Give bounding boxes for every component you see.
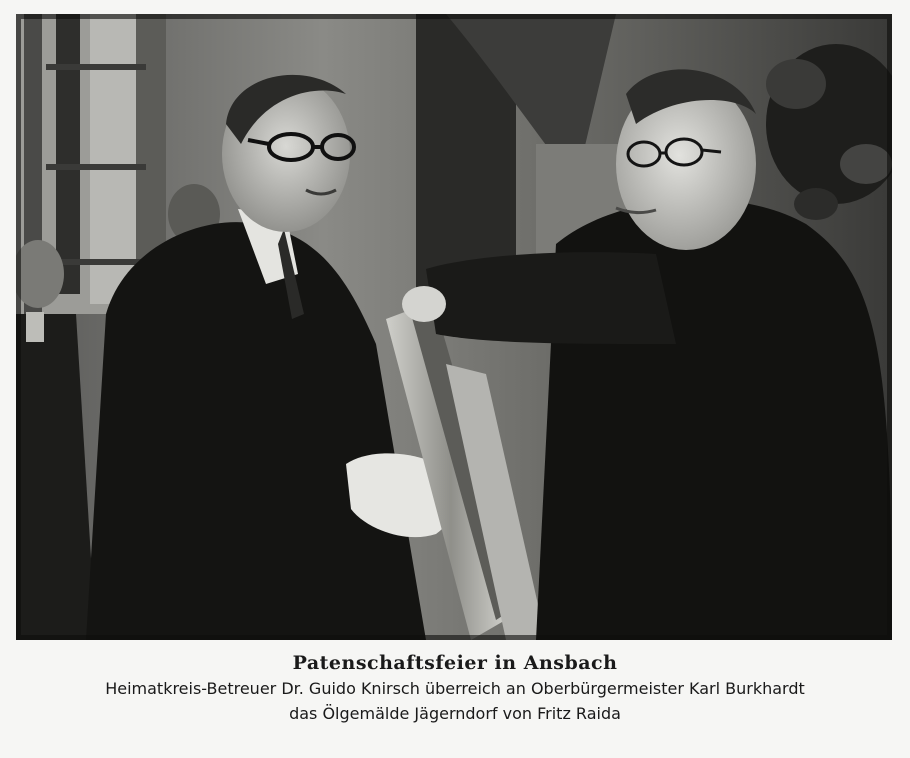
- caption-title: Patenschaftsfeier in Ansbach: [292, 652, 618, 674]
- photo-illustration: [16, 14, 892, 640]
- caption-line-1: Heimatkreis-Betreuer Dr. Guido Knirsch überreich an Oberbürgermeister Karl Burkhardt: [105, 679, 805, 698]
- historical-photograph: [16, 14, 892, 640]
- caption-line-2: das Ölgemälde Jägerndorf von Fritz Raida: [289, 704, 621, 723]
- photo-caption: [0, 650, 910, 726]
